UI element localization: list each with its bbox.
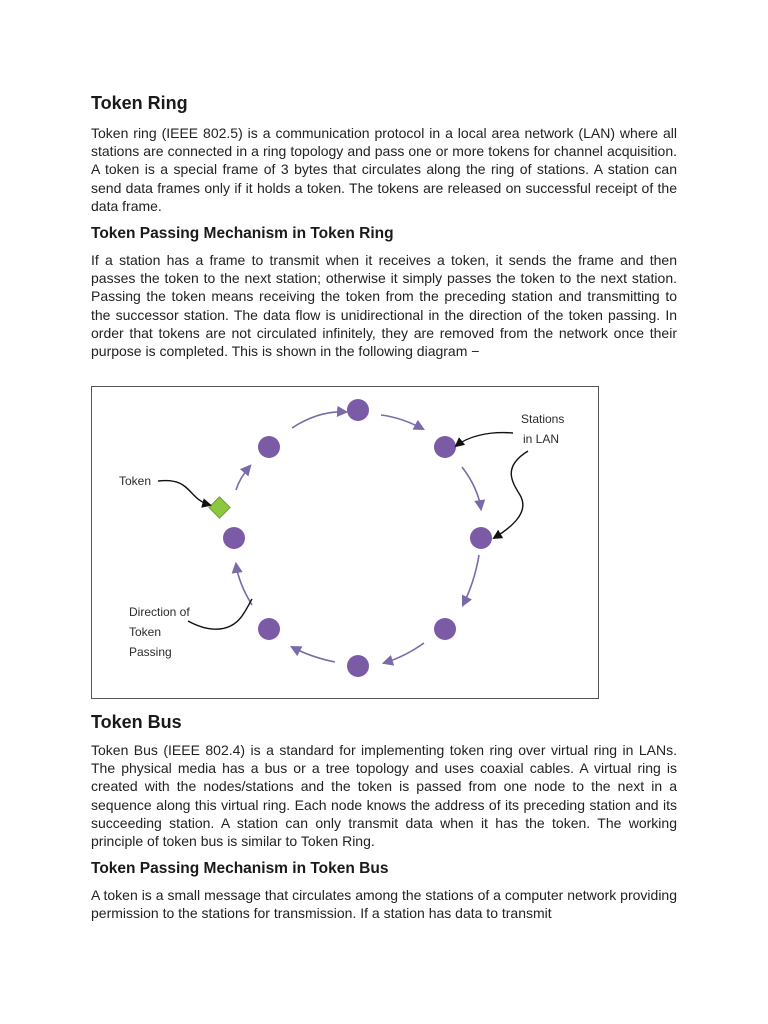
label-direction-passing: Passing — [129, 645, 172, 659]
heading-token-bus: Token Bus — [91, 712, 182, 732]
label-direction-token: Token — [129, 625, 162, 639]
heading-token-ring: Token Ring — [91, 93, 188, 113]
heading-token-passing-ring: Token Passing Mechanism in Token Ring — [91, 225, 394, 242]
paragraph-token-bus: Token Bus (IEEE 802.4) is a standard for implementing token ring over virtual ring in LANs. The physical media has a bus or a tree topology and uses coaxial cables. A virtual ring is created with the nodes/stations and the token is passed from one node to the next in a sequence along this virtual ring. Each node knows the address of its preceding station and its succeeding station. A station can only transmit data when it has the token. The working principle of token bus is similar to Token Ring. — [91, 742, 677, 850]
token-ring-svg — [92, 387, 600, 700]
ring-arrow — [381, 415, 423, 429]
paragraph-token-ring: Token ring (IEEE 802.5) is a communication protocol in a local area network (LAN) where all stations are connected in a ring topology and pass one or more tokens for channel acquisition. A token is a special frame of 3 bytes that circulates along the ring of stations. A station can send data frames only if it holds a token. The tokens are released on successful receipt of the data frame. — [91, 125, 677, 214]
label-token: Token — [119, 474, 152, 488]
station-node — [470, 527, 492, 549]
ring-arrow — [292, 412, 346, 428]
pointer-stations — [456, 433, 513, 446]
station-node — [223, 527, 245, 549]
paragraph-token-passing-bus: A token is a small message that circulates among the stations of a computer network providing permission to the stations for transmission. If a station has data to transmit — [91, 887, 677, 922]
label-direction: Direction of — [129, 605, 190, 619]
ring-arrow — [463, 555, 479, 605]
ring-arrow — [384, 643, 424, 663]
label-in-lan: in LAN — [523, 432, 560, 446]
station-node — [258, 436, 280, 458]
station-node — [347, 655, 369, 677]
pointer-direction — [188, 599, 252, 629]
ring-arrow — [236, 466, 250, 490]
station-node — [434, 618, 456, 640]
ring-arrow — [462, 467, 481, 509]
ring-arrow — [236, 564, 252, 605]
ring-arrow — [292, 647, 335, 662]
heading-token-passing-bus: Token Passing Mechanism in Token Bus — [91, 860, 389, 877]
pointer-token — [158, 481, 210, 505]
token-ring-diagram — [91, 386, 599, 699]
station-node — [347, 399, 369, 421]
paragraph-token-passing-ring: If a station has a frame to transmit when it receives a token, it sends the frame and then passes the token to the next station; otherwise it simply passes the token to the next station. Passing the token means receiving the token from the preceding station and transmitting to the successor station. The data flow is unidirectional in the direction of the token passing. In order that tokens are not circulated infinitely, they are removed from the network once their purpose is completed. This is shown in the following diagram − — [91, 252, 677, 360]
pointer-in-lan — [494, 451, 528, 538]
station-node — [258, 618, 280, 640]
station-node — [434, 436, 456, 458]
token-diamond — [209, 497, 230, 518]
label-stations: Stations — [521, 412, 565, 426]
